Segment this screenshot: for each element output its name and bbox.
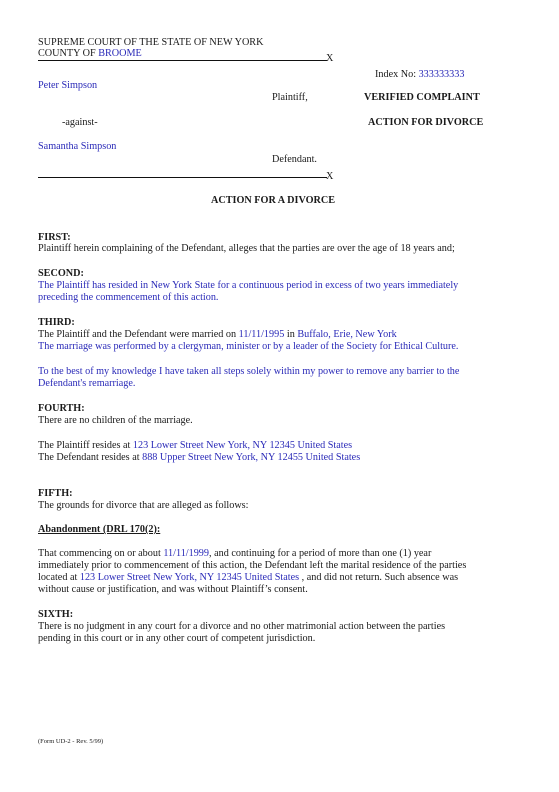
sixth-line-1: There is no judgment in any court for a divorce and no other matrimonial action between the parties (38, 621, 446, 632)
second-line-2: preceding the commencement of this action. (38, 292, 219, 303)
abandonment-location-suffix: , and did not return. Such absence was (299, 572, 459, 583)
defendant-address: 888 Upper Street New York, NY 12455 United States (142, 452, 361, 463)
abandonment-line-1 (38, 548, 431, 560)
abandonment-suffix: , and continuing for a period of more than one (1) year (209, 548, 432, 559)
index-label: Index No: (375, 69, 419, 80)
defendant-name: Samantha Simpson (38, 141, 117, 152)
caption-x-mark-bottom: X (326, 171, 334, 182)
marriage-in: in (284, 329, 298, 340)
third-label: THIRD: (38, 317, 75, 328)
marriage-prefix: The Plaintiff and the Defendant were married on (38, 329, 239, 340)
grounds-line: The grounds for divorce that are alleged as follows: (38, 500, 249, 511)
county-line (38, 48, 142, 60)
abandonment-line-4: without cause or justification, and was without Plaintiff’s consent. (38, 584, 308, 595)
first-label: FIRST: (38, 232, 71, 243)
plaintiff-address: 123 Lower Street New York, NY 12345 United States (132, 440, 353, 451)
section-heading: ACTION FOR A DIVORCE (211, 195, 336, 206)
sixth-line-2: pending in this court or in any other court of competent jurisdiction. (38, 633, 316, 644)
county-prefix: COUNTY OF (38, 48, 99, 59)
fourth-label: FOURTH: (38, 403, 85, 414)
barrier-line-2: Defendant's remarriage. (38, 378, 136, 389)
plaintiff-residence-prefix: The Plaintiff resides at (38, 440, 133, 451)
abandonment-line-3 (38, 572, 458, 584)
defendant-role: Defendant. (272, 154, 317, 165)
index-number-line (375, 69, 464, 81)
abandonment-date: 11/11/1999 (163, 548, 209, 559)
marriage-line (38, 329, 397, 341)
plaintiff-residence (38, 440, 352, 452)
county-name: BROOME (98, 48, 142, 59)
plaintiff-name: Peter Simpson (38, 80, 98, 91)
court-name: SUPREME COURT OF THE STATE OF NEW YORK (38, 37, 264, 48)
document-title: VERIFIED COMPLAINT (364, 92, 480, 103)
abandonment-location-prefix: located at (38, 572, 80, 583)
defendant-residence (38, 452, 360, 464)
plaintiff-role: Plaintiff, (272, 92, 308, 103)
fifth-label: FIFTH: (38, 488, 73, 499)
caption-x-mark-top: X (326, 53, 334, 64)
barrier-line-1: To the best of my knowledge I have taken all steps solely within my power to remove any barrier to the (38, 366, 460, 377)
ceremony-line: The marriage was performed by a clergyman, minister or by a leader of the Society for Ethical Culture. (38, 341, 459, 352)
second-line-1: The Plaintiff has resided in New York State for a continuous period in excess of two years immediately (38, 280, 459, 291)
against-label: -against- (62, 117, 98, 128)
caption-bottom-rule (38, 177, 327, 178)
abandonment-address: 123 Lower Street New York, NY 12345 United States (79, 572, 300, 583)
marriage-place: Buffalo, Erie, New York (297, 329, 397, 340)
caption-top-rule (38, 60, 327, 61)
abandonment-prefix: That commencing on or about (38, 548, 164, 559)
sixth-label: SIXTH: (38, 609, 74, 620)
abandonment-line-2: immediately prior to commencement of this action, the Defendant left the marital residence of the parties (38, 560, 467, 571)
marriage-date: 11/11/1995 (238, 329, 285, 340)
children-line: There are no children of the marriage. (38, 415, 193, 426)
form-footer: (Form UD-2 - Rev. 5/99) (38, 738, 104, 745)
second-label: SECOND: (38, 268, 84, 279)
first-text: Plaintiff herein complaining of the Defendant, alleges that the parties are over the age of 18 years and; (38, 243, 455, 254)
ground-title: Abandonment (DRL 170(2): (38, 524, 161, 535)
action-title: ACTION FOR DIVORCE (368, 117, 484, 128)
index-number: 333333333 (418, 69, 465, 80)
defendant-residence-prefix: The Defendant resides at (38, 452, 143, 463)
